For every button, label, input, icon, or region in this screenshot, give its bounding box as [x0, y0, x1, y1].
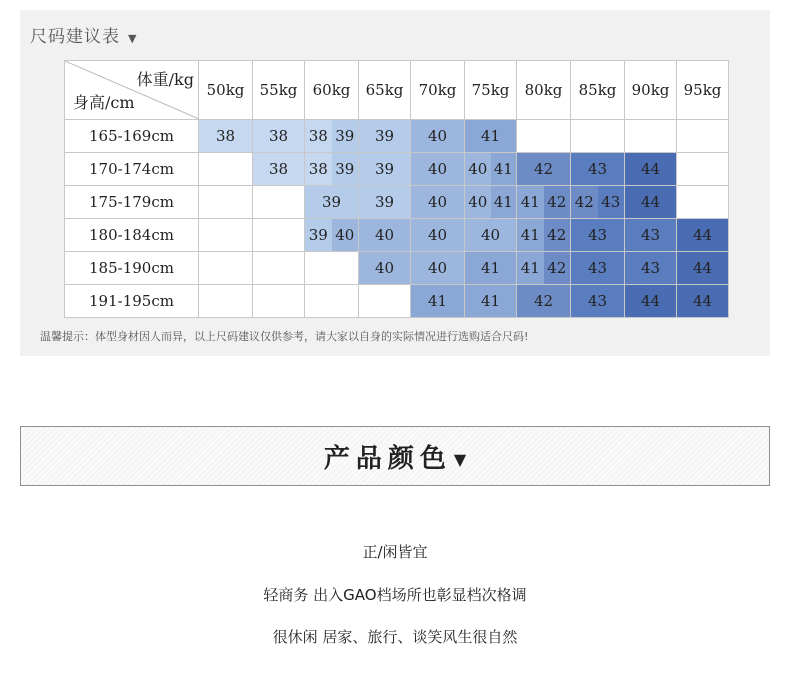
size-cell: 39: [359, 186, 411, 219]
size-cell: 40: [359, 219, 411, 252]
down-triangle-icon: ▼: [453, 449, 467, 469]
size-value: 40: [465, 153, 491, 185]
size-cell: 38: [199, 120, 253, 153]
size-cell: [199, 186, 253, 219]
table-row: [65, 120, 729, 153]
size-cell: 42: [517, 285, 571, 318]
size-cell: [305, 252, 359, 285]
size-value: 42: [571, 186, 598, 218]
size-cell: 43: [625, 219, 677, 252]
size-value: 41: [517, 252, 544, 284]
dropdown-arrow-icon: ▼: [128, 32, 138, 45]
size-value: 42: [544, 219, 571, 251]
size-cell: 40: [411, 186, 465, 219]
size-cell: [305, 219, 359, 252]
product-color-title: 产品颜色: [323, 443, 452, 474]
height-row-label: 170-174cm: [65, 153, 199, 186]
weight-header-cell: 60kg: [305, 61, 359, 120]
size-cell: [305, 153, 359, 186]
size-cell: [199, 252, 253, 285]
size-cell: 40: [411, 120, 465, 153]
description-line: 很休闲 居家、旅行、谈笑风生很自然: [272, 628, 518, 646]
weight-header-cell: 75kg: [465, 61, 517, 120]
size-cell: [517, 252, 571, 285]
size-cell: [253, 186, 305, 219]
size-cell: 40: [359, 252, 411, 285]
size-cell: [517, 219, 571, 252]
size-cell: 38: [253, 120, 305, 153]
table-row: [65, 186, 729, 219]
size-tip: 温馨提示：体型身材因人而异，以上尺码建议仅供参考，请大家以自身的实际情况进行选购适合尺码!: [40, 330, 529, 343]
size-chart-panel: [20, 10, 770, 356]
size-cell: 42: [517, 153, 571, 186]
size-cell: 40: [411, 153, 465, 186]
size-cell: 40: [411, 219, 465, 252]
size-value: 41: [491, 186, 517, 218]
table-row: [65, 285, 729, 318]
product-color-banner: [20, 426, 770, 486]
size-cell: [359, 285, 411, 318]
size-cell: 44: [625, 186, 677, 219]
size-value: 42: [544, 252, 571, 284]
size-cell: 44: [677, 252, 729, 285]
table-corner-cell: [65, 61, 199, 120]
size-cell: [253, 285, 305, 318]
weight-header-cell: 65kg: [359, 61, 411, 120]
height-axis-label: 身高/cm: [73, 93, 135, 112]
table-row: [65, 153, 729, 186]
size-cell: [305, 285, 359, 318]
size-cell: 44: [677, 219, 729, 252]
size-cell: [199, 219, 253, 252]
size-cell: 40: [465, 219, 517, 252]
size-cell: 43: [571, 252, 625, 285]
height-row-label: 165-169cm: [65, 120, 199, 153]
weight-header-cell: 70kg: [411, 61, 465, 120]
size-value: 41: [517, 186, 544, 218]
size-chart-title: 尺码建议表 ▼: [30, 27, 138, 47]
size-cell: 43: [571, 285, 625, 318]
size-value: 41: [491, 153, 517, 185]
size-cell: 39: [359, 153, 411, 186]
size-cell: 41: [411, 285, 465, 318]
size-value: 43: [598, 186, 625, 218]
weight-header-cell: 90kg: [625, 61, 677, 120]
size-cell: 44: [625, 153, 677, 186]
size-cell: [253, 219, 305, 252]
size-value: 39: [332, 120, 359, 152]
size-value: 39: [305, 219, 332, 251]
size-cell: 41: [465, 120, 517, 153]
description-line: 正/闲皆宜: [362, 543, 428, 561]
size-cell: 44: [677, 285, 729, 318]
size-cell: [517, 186, 571, 219]
size-cell: [465, 153, 517, 186]
height-row-label: 175-179cm: [65, 186, 199, 219]
size-cell: 39: [305, 186, 359, 219]
size-cell: [571, 120, 625, 153]
size-cell: 44: [625, 285, 677, 318]
table-header-row: [65, 61, 729, 120]
size-cell: [625, 120, 677, 153]
table-row: [65, 219, 729, 252]
height-row-label: 191-195cm: [65, 285, 199, 318]
size-cell: [305, 120, 359, 153]
size-cell: [677, 186, 729, 219]
weight-header-cell: 50kg: [199, 61, 253, 120]
weight-header-cell: 80kg: [517, 61, 571, 120]
size-cell: [253, 252, 305, 285]
weight-header-cell: 95kg: [677, 61, 729, 120]
size-cell: [199, 153, 253, 186]
size-cell: [677, 120, 729, 153]
size-cell: 38: [253, 153, 305, 186]
height-row-label: 180-184cm: [65, 219, 199, 252]
size-table: [64, 60, 729, 318]
size-cell: [571, 186, 625, 219]
size-cell: [199, 285, 253, 318]
size-value: 42: [544, 186, 571, 218]
table-row: [65, 252, 729, 285]
size-value: 39: [332, 153, 359, 185]
size-cell: 41: [465, 252, 517, 285]
size-cell: 43: [571, 153, 625, 186]
size-cell: 43: [571, 219, 625, 252]
size-cell: 41: [465, 285, 517, 318]
size-value: 38: [305, 153, 332, 185]
size-cell: [465, 186, 517, 219]
size-cell: [677, 153, 729, 186]
size-value: 38: [305, 120, 332, 152]
weight-header-cell: 55kg: [253, 61, 305, 120]
height-row-label: 185-190cm: [65, 252, 199, 285]
description-line: 轻商务 出入GAO档场所也彰显档次格调: [263, 586, 527, 604]
weight-axis-label: 体重/kg: [136, 70, 194, 89]
size-cell: 43: [625, 252, 677, 285]
size-value: 40: [465, 186, 491, 218]
weight-header-cell: 85kg: [571, 61, 625, 120]
size-cell: 39: [359, 120, 411, 153]
size-value: 40: [332, 219, 359, 251]
size-value: 41: [517, 219, 544, 251]
size-cell: 40: [411, 252, 465, 285]
size-cell: [517, 120, 571, 153]
